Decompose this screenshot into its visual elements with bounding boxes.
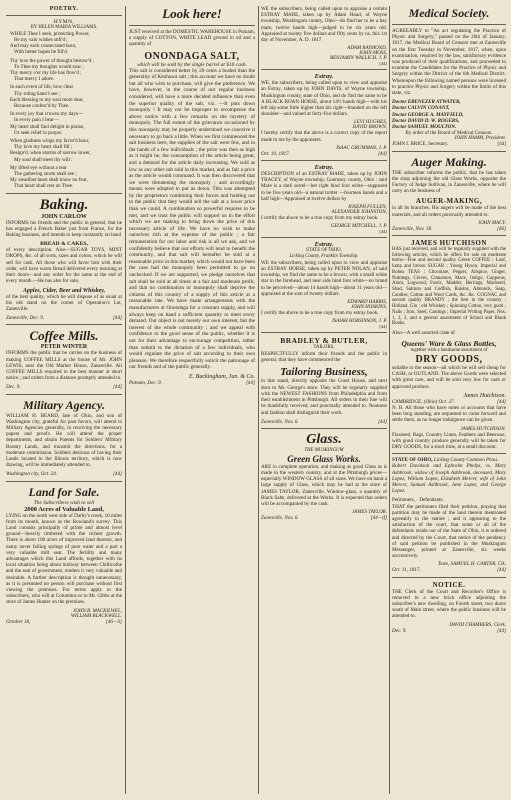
- winter-name: PETER WINTER: [40, 344, 88, 351]
- land-num: [46—3]: [105, 618, 122, 625]
- salt-intro: JUST received at the DOMESTIC WAREHOUSE in Putnam, a supply of COTTON, WHITE LEAD ground in oil and a quantity of: [129, 29, 255, 48]
- estray-2-sign-1: JOSEPH FULLEN,: [347, 205, 387, 211]
- hymn-line: In every joy that crowns my days—: [10, 111, 83, 118]
- notice1-sign-1: ADAM RAYMOND,: [347, 46, 387, 52]
- carlow-text: INFORMS his friends and the public in general, that he has engaged a French Baker just from France, for the Baking business, and intends to keep constantly on hand: [6, 219, 122, 239]
- estray-3-county: Licking County, Franklin Township.: [289, 254, 359, 260]
- dry-goods-heading: DRY GOODS,: [415, 353, 483, 365]
- medical-sign-2: JOHN I. BRICE, Secretary.: [392, 141, 449, 148]
- nb-sign: JAMES HUTCHISON.: [460, 426, 506, 432]
- auger-text: THE subscriber informs the public, that he has taken the shop adjoining the old Glass Works, opposite the Factory of Judge Sullivan, in Zanesville, where he will carry on the business of: [392, 169, 506, 195]
- estray-mare-text: WE the subscribers, being called upon to appraise a certain ESTRAY MARE, taken up by Adam Hoad, of Wayne township, Muskingum county, Ohio—do find her to be a bay mare, twelve hands high—judged to be six years old. Appraised at twenty five dollars and fifty cents by us, this 1st day of November, A. D. 1817.: [261, 6, 387, 44]
- estray-3-state: STATE OF OHIO,: [306, 248, 342, 254]
- estray-3-text: WE the subscribers, being called upon to view and appraise an ESTRAY HORSE, taken up by PETER NOLAN, of said township, we find the same to be a brown, with a small white star in the forehead, and near side hind foot white—no brand to be perceived—about 14 hands high—about 11 years old—appraised at the sum of twenty dollars.: [261, 259, 387, 297]
- glass-sub: THE MUSKINGUM: [304, 447, 344, 453]
- carlow-num: [44]: [112, 315, 122, 322]
- notice-date: Dec. 9.: [392, 627, 407, 634]
- hymn-line: When gladness wings my favor'd hour,: [10, 138, 90, 145]
- hymn-line: WHILE Thee I seek, protecting Power,: [10, 30, 90, 37]
- land-sign-1: JOHN B. MACKILWEL,: [73, 608, 122, 614]
- tailor-sub: TAILORS,: [313, 345, 335, 351]
- auger-date: Zanesville, Nov. 18.: [392, 225, 433, 232]
- dry-goods-sign: James Hutchison.: [463, 392, 506, 399]
- hymn-line: That mercy I adore.: [14, 76, 55, 83]
- estray-3-heading: Estray.: [314, 241, 334, 249]
- salt-text: This salt is considered better by 20 cents a bushel than the generality of Kenhawa salt ; this account we have no doubt but all who wish to purchase, will give the preference. We have, however, in the course of our regular business considered, will have a more decided influence than even the superior quality of the salt, viz. —It puts down monopoly ! It may not be improper to recompense the above notice with a few remarks on the mystery of monopoly. The full extent of the grievance occasioned by this monopoly may be properly understood we conceive it necessary to go back a little. When we first commenced the salt business here, the supplies of the salt were few, and in the hands of a few individuals ; the price was then as high as it might be, the consumption of the article being great, and a demand for the article daily increasing. We sold as low as any other salt sold in this market, and as fair a price as the article would command. It was then discovered that we were threatening the monopoly ; and accordingly means were adopted to put us down. This was attempted by the proprietors combining their forces and holding out to the public that they would sell the salt at a lower price than we could. A combination so powerful requires to be met, and we trust the public will support us in the effort which we are making to bring down the price of this necessary article of life. We have no wish to make ourselves rich at the expense of the public ; a fair remuneration for our labor and risk is all we ask, and we confidently believe that our efforts will tend to benefit the community, and that salt will hereafter be sold at a reasonable price in this market, which would not have been the case had the monopoly been permitted to go on unchecked. If we are supported, we pledge ourselves that salt shall be sold at all times at a fair and moderate profit, and that no combination or monopoly shall deprive the citizens of this country of a supply of this article at a reasonable rate. We have made arrangements with the manufacturers at Onondaga for a constant supply, and will always keep on hand a sufficient quantity to meet every demand. Our object is not merely our own interest, but the interest of the whole community ; and we appeal with confidence to the good sense of the public, whether it is not for their advantage to encourage competition, rather than submit to the dictation of a few individuals, who would regulate the price of salt according to their own pleasure. We therefore respectfully solicit the patronage of our friends and of the public generally.: [129, 67, 255, 371]
- notice-text: THE Clerk of the Court and Recorder's Office is removed to a new brick office adjoining the subscriber's new dwelling, on Fourth street, two doors south of Main street, where the public business will be attended to.: [392, 588, 506, 620]
- military-heading: Military Agency.: [23, 397, 105, 412]
- medical-doctor-1: Doctor EBENEZER ATWATER,: [392, 99, 461, 106]
- hymn-verses: [6, 31, 122, 190]
- hymn-author: BY HELEN MARIA WILLIAMS.: [30, 25, 98, 30]
- hymn-line: Thy love my heart shall fill ;: [14, 144, 73, 151]
- column-1: [6, 6, 122, 794]
- estray-1-num: [44]: [377, 150, 387, 157]
- auger-sign: JOHN MACY.: [477, 220, 506, 226]
- nb-text: N. B. All those who have notes or accounts that have been long standing, are requested to come forward and settle them, as no longer indulgence can be given.: [392, 404, 506, 424]
- notice1-sign-2: JOHN MOSS,: [358, 51, 387, 57]
- hymn-line: Because conferr'd by Thee.: [14, 103, 70, 110]
- court-date: Oct. 11, 1817.: [392, 567, 421, 574]
- salt-num: [44]: [245, 379, 255, 386]
- carlow-text-3: of the best quality, which he will dispose of as usual at his old stand on the corner of Operation's Lot, Zanesville.: [6, 293, 122, 312]
- medical-heading: Medical Society.: [408, 6, 490, 20]
- court-role-2: Defendants.: [419, 497, 444, 504]
- column-rule: [125, 6, 126, 794]
- estray-2-text-2: I certify the above to be a true copy from my estray book.: [261, 215, 379, 222]
- hymn-line: My heart shall find delight in praise,: [10, 123, 85, 130]
- land-sub: The Subscribers wish to sell: [33, 499, 95, 506]
- auger-making: AUGER-MAKING,: [415, 197, 483, 206]
- land-sign-2: WILLIAM BLACKWELL.: [70, 613, 122, 619]
- military-date: Washington city, Oct. 24.: [6, 471, 58, 478]
- hymn-line: Each blessing to my soul more dear,: [10, 96, 84, 103]
- hymn-line: That heart shall rest on Thee.: [14, 183, 74, 190]
- notice-heading: NOTICE.: [432, 580, 466, 589]
- auger-text-2: in all its branches. His augers will be made of the best materials, and all orders punctually attended to.: [392, 205, 506, 218]
- land-text: LYING on the north west side of Darby's creek, 10 miles from its mouth, known as the Rowland's survey. This Land consists principally of prime and almost level ground—heavily timbered with the richest growth. There is about 100 acres of improved land thereon, and many never failing springs of pure water and a part a very valuable mill seat. The fertility and many advantages which this Land affords, together with its local situation being about midway between Chillicothe and the seat of government, renders it very valuable and desirable. A further description is thought unnecessary, as it is presumed no person will purchase without first viewing the premises. For terms apply to the subscribers, who will at Columbus or to Mr. Gibbs at the store of James Hunter on the premises.: [6, 512, 122, 606]
- hutchison-heading: JAMES HUTCHISON: [411, 239, 487, 248]
- medical-text: AGREEABLY to "An act regulating the Practice of Physic and Surgery," passed on the 26th of January, 1817, the Medical Board of Censors met at Zanesville on the first Tuesday in November, 1817, when, upon examination, required by the law, satisfactory evidence was produced of their qualifications, and proceeded to examine the Candidates for the Practice of Physic and Surgery within the District of the 6th Medical District. Whereupon the following named persons were licensed to practice Physic and Surgery within the limits of this state, viz.: [392, 28, 506, 97]
- medical-doctor-4: Doctor DAVID D. W. ROGERS,: [392, 117, 460, 124]
- hymn-line: Be my vain wishes still'd ;: [14, 37, 68, 43]
- estray-2-heading: Estray.: [314, 164, 334, 172]
- hymn-line: The gathering storm shall see ;: [14, 171, 77, 178]
- carlow-name: JOHN CARLOW: [41, 213, 87, 220]
- hymn-line: Thy ruling hand I see ;: [14, 90, 61, 97]
- winter-date: Dec. 9.: [6, 384, 21, 391]
- tailor-text-2: in that stand, directly opposite the Court House, and next door to Mr. George's store. They will be regularly supplied with the NEWEST FASHIONS from Philadelphia and from their establishment in Pittsburgh. All orders in their line will be thankfully received, and punctually attended to. Neatness and fashion shall distinguish their work.: [261, 378, 387, 416]
- salt-heading: ONONDAGA SALT,: [144, 50, 240, 62]
- hymn-line: Or seek relief in prayer.: [14, 129, 63, 136]
- medical-sign: JOHN HAMM, President.: [454, 136, 506, 142]
- column-3: [261, 6, 387, 794]
- hymn-line: In every pain I bear—: [14, 117, 59, 124]
- glass-works: Green Glass Works.: [287, 453, 361, 464]
- medical-num: [44]: [497, 141, 506, 148]
- hymn-line: In each event of life, how clear: [10, 84, 74, 91]
- queens-text: together with a handsome assortment of: [410, 348, 488, 354]
- look-here-heading: Look here!: [162, 6, 222, 21]
- estray-3-sign-3: ISAIAH HOBSINSON, J. P.: [332, 319, 387, 325]
- court-num: [44]: [496, 567, 506, 574]
- carlow-text-2: of every description. Also—SUGAR TOYS, MINT DROPS, &c. of all sorts, sizes and colors, which he will sell for cash. All those who will favor him with their order, will have warm Bread delivered every morning at their doors—and any order for the same at the end of every month.—He has also for sale,: [6, 247, 122, 285]
- tailor-date: Zanesville, Nov. 6.: [261, 418, 299, 425]
- estray-1-text: WE, the subscribers, being called upon to view and appraise an Estray, taken up by JOHN DAVIS, of Wayne township, Muskingum county, state of Ohio, and do find the same to be A BLACK ROAN HORSE, about 14½ hands high—with his left hip some little higher than his right—branded on the left shoulder—and valued at forty-five dollars.: [261, 80, 387, 118]
- court-state: STATE OF OHIO,: [392, 457, 433, 464]
- medical-doctor-2: Doctor CALVIN CONANT,: [392, 105, 450, 112]
- estray-1-date: Oct. 10, 1817.: [261, 150, 291, 157]
- tailor-text-1: RESPECTFULLY inform their friends and the public in general, that they have commenced the: [261, 351, 387, 364]
- dry-goods-text: suitable to the season—all which he will sell cheap for CASH, or OUTLAND. The above Goods were selected with great care, and will be sold very low for cash or approved produce.: [392, 364, 506, 390]
- column-rule: [258, 6, 259, 794]
- column-rule: [389, 6, 390, 794]
- bread-heading: BREAD & CAKES,: [40, 241, 88, 248]
- hymn-line: My steadfast heart shall know no fear,: [10, 177, 88, 184]
- court-text: THAT the petitioners filed their petition, praying that partition may be made of the land therein mentioned agreeably to the statute ; and it appearing to the satisfaction of the court, that some or all of the defendants reside out of the State of Ohio, it is ordered and directed by the Court, that notice of the pendency of said petition be published in the Muskingum Messenger, printed at Zanesville, six weeks successively.: [392, 503, 506, 560]
- hutchison-text-2: Also—A well assorted crate of: [392, 329, 455, 336]
- medical-order: By order of the Board of Medical Censors.: [405, 130, 493, 137]
- nb-text-2: Flaxseed, Rags, Country Linen, Feathers and Beeswax, with good country produce generally will be taken for DRY GOODS, for a short time, at a small discount.: [392, 431, 506, 450]
- court-role-1: Petitioners,: [392, 497, 416, 504]
- dry-goods-date: CAMBRIDGE, (Ohio) Oct. 27.: [392, 398, 455, 405]
- court-parties: Robert Davidson and Ephraim Phelps, vs. Mary Ashbrook, widow of Joseph Ashbrook, deceased, Mary Lopez, William Lopez, Elizabeth Mercer, wife of John Mercer, Samuel Ashbrook, Jane Lopez, and George Lopez.: [392, 463, 506, 495]
- tailor-business: Tailoring Business,: [280, 366, 368, 379]
- military-text: WILLIAM H. BEARD, late of Ohio, and son of Washington city, grateful for past favors, will attend to Military Agencies generally, in receiving the necessary papers and proofs. He will attend the proper departments, and obtain Patents for Soldiers' Military Bounty Lands, and transmit the directions, for a moderate commission. Soldiers desirous of having their Lands located in the Illinois territory, which is now drawing, will be immediately attended to.: [6, 412, 122, 469]
- carlow-date: Zanesville, Dec. 9.: [6, 315, 45, 322]
- estray-1-text-2: I hereby certify that the above is a correct copy of the report made to me by the appraisers.: [261, 130, 387, 143]
- estray-1-sign-3: ISAAC GRUMMAN, J. P.: [336, 145, 387, 151]
- notice-num: [44]: [496, 627, 506, 634]
- tailor-num: [44]: [377, 418, 387, 425]
- estray-3-num: [44]: [379, 324, 387, 330]
- estray-2-num: [44]: [379, 229, 387, 235]
- medical-doctor-3: Doctor GEORGE A. MAYFIELD,: [392, 111, 464, 118]
- glass-date: Zanesville, Nov. 6.: [261, 515, 299, 522]
- estray-2-text: DESCRIPTION of an ESTRAY MARE, taken up by JOHN TRACEY, of Wayne township, Guernsey county, Ohio : said Mare is a dark sorrel—her right hind foot white—supposed to be five years old—a natural trotter —fourteen hands and a half high—Appraised at twelve dollars by: [261, 171, 387, 202]
- estray-3-sign-2: JOHN HOSKINS,: [351, 305, 387, 311]
- winter-num: [44]: [112, 384, 122, 391]
- estray-1-heading: Estray.: [314, 73, 334, 81]
- hymn-line: Thy love the power of thought bestow'd ;: [10, 57, 94, 64]
- notice1-sign-3: BENJAMIN WALLICH, J. P.: [329, 56, 387, 62]
- notice1-num: [44]: [379, 61, 387, 67]
- poetry-heading: POETRY.: [49, 6, 79, 12]
- glass-sign: JAMES TAYLOR.: [352, 510, 387, 516]
- auger-heading: Auger Making.: [411, 154, 487, 169]
- coffee-heading: Coffee Mills.: [29, 328, 99, 344]
- auger-num: [46]: [496, 225, 506, 232]
- winter-text: INFORMS the public that he carries on the business of making COFFEE MILLS at the house of Mr. JOHN LEWIS, near the Old Market House, Zanesville. All COFFEE MILLS required in the best manner at short notice ; and orders from a distance promptly attended to.: [6, 350, 122, 382]
- hutchison-text: HAS just received, and will be regularly supplied with the following articles, which he offers for sale on moderate terms—Fine and second quality Green COFFEE ; Loaf, lump and brown SUGAR ; Young Hyson, Imperial and Bohea TEAS ; Chocolate, Pepper, Allspice, Ginger, Nutmegs, Cloves, Cinnamon, Mace, Indigo, Copperas, Alum, Logwood, Fustic, Madder, Herrings, Mackerel, Shad, Salmon and Codfish, Raisins, Almonds, Soap, Candles, Cotton and Wool Cards, &c. &c. COGNAC and second quality BRANDY ; the best in the country ; Holland, Gin ; old Whiskey ; Spinning Cotton, very good ; Nails ; Iron, Steel, Castings ; Imperial Writing Paper, Nos. 1, 2, 3, and a general assortment of School and Blank Books.: [392, 247, 506, 327]
- apples-heading: Apples, Cider, Beer and Whiskey,: [22, 287, 106, 294]
- court-county: Licking County Common Pleas.: [433, 457, 499, 464]
- dry-goods-num: [44]: [496, 398, 506, 405]
- column-4: Medical Society. AGREEABLY to "An act regulating the Practice of Physic and Surgery," passed on the 26th of January, 1817, the Medical Board of Censors met at Zanesville on the first Tuesday in November, 1817, when, upon examination, required by the law, satisfactory evidence was produced of their qualifications, and proceeded to examine the Candidates for the Practice of Physic and Surgery within the District of the 6th Medical District. Whereupon the following named persons were licensed to practice Physic and Surgery within the limits of this state, viz. Doctor EBENEZER ATWATER, Doctor CALVIN CONANT, Doctor GEORGE A. MAYFIELD, Doctor DAVID D. W. ROGERS, Doctor SAMUEL MOULTON. By order of the Board of Medical Censors. JOHN HAMM, President. JOHN I. BRICE, Secretary. [44] Auger Making. THE subscriber informs the public, that he has taken the shop adjoining the old Glass Works, opposite the Factory of Judge Sullivan, in Zanesville, where he will carry on the business of AUGER-MAKING, in all its branches. His augers will be made of the best materials, and all orders punctually attended to. JOHN MACY. Zanesville, Nov. 18. [46] JAMES HUTCHISON HAS just received, and will be regularly supplied with the following articles, which he offers for sale on moderate terms—Fine and second quality Green COFFEE ; Loaf, lump and brown SUGAR ; Young Hyson, Imperial and Bohea TEAS ; Chocolate, Pepper, Allspice, Ginger, Nutmegs, Cloves, Cinnamon, Mace, Indigo, Copperas, Alum, Logwood, Fustic, Madder, Herrings, Mackerel, Shad, Salmon and Codfish, Raisins, Almonds, Soap, Candles, Cotton and Wool Cards, &c. &c. COGNAC and second quality BRANDY ; the best in the country ; Holland, Gin ; old Whiskey ; Spinning Cotton, very good ; Nails ; Iron, Steel, Castings ; Imperial Writing Paper, Nos. 1, 2, 3, and a general assortment of School and Blank Books. Also—A well assorted crate of Queens' Ware & Glass Bottles, together with a handsome assortment of DRY GOODS, suitable to the season—all which he will sell cheap for CASH, or OUTLAND. The above Goods were selected with great care, and will be sold very low for cash or approved produce. James Hutchison. CAMBRIDGE, (Ohio) Oct. 27. [44] N. B. All those who have notes or accounts that have been long standing, are requested to come forward and settle them, as no longer indulgence can be given. JAMES HUTCHISON. Flaxseed, Rags, Country Linen, Feathers and Beeswax, with good country produce generally will be taken for DRY GOODS, for a short time, at a small discount. STATE OF OHIO, Licking County Common Pleas. Robert Davidson and Ephraim Phelps, vs. Mary Ashbrook, widow of Joseph Ashbrook, deceased, Mary Lopez, William Lopez, Elizabeth Mercer, wife of John Mercer, Samuel Ashbrook, Jane Lopez, and George Lopez. Petitioners, · Defendants. THAT the petitioners filed their petition, praying that partition may be made of the land therein mentioned agreeably to the statute ; and it appearing to the satisfaction of the court, that some or all of the defendants reside out of the State of Ohio, it is ordered and directed by the Court, that notice of the pendency of said petition be published in the Muskingum Messenger, printed at Zanesville, six weeks successively. Teste, SAMUEL H. CARTER, Clk. Oct. 11, 1817. [44] NOTICE. THE Clerk of the Court and Recorder's Office is removed to a new brick office adjoining the subscriber's new dwelling, on Fourth street, two doors south of Main street, where the public business will be attended to. DAVID CHAMBERS, Clerk. Dec. 9. [44]: [392, 6, 506, 634]
- land-date: October 18,: [6, 618, 31, 625]
- glass-heading: Glass.: [306, 431, 342, 447]
- baking-heading: Baking.: [39, 196, 89, 213]
- estray-2-sign-3: GEORGE MITCHELL, J. P.: [330, 224, 387, 230]
- land-heading: Land for Sale.: [28, 484, 100, 499]
- tailor-heading: BRADLEY & BUTLER,: [280, 336, 368, 346]
- salt-sign: E. Buckingham, Jun. & Co.: [189, 373, 255, 380]
- hymn-line: To Thee my thoughts would soar ;: [14, 63, 84, 70]
- hymn-title: HYMN,: [53, 19, 75, 25]
- estray-3-text-2: I certify the above to be a true copy from my estray book.: [261, 310, 379, 317]
- estray-2-sign-2: ALEXANDER JOHNSTON,: [331, 210, 387, 216]
- estray-1-sign-2: DAVID BROWN,: [352, 125, 387, 131]
- court-sign: Teste, SAMUEL H. CARTER, Clk.: [437, 562, 506, 568]
- land-acres: 2000 Acres of Valuable Land,: [24, 505, 104, 513]
- salt-date: Putnam, Dec. 9.: [129, 379, 162, 386]
- glass-text: ARE in complete operation, and making as good Glass as is made in the western country, and at the Pittsburgh prices—especially WINDOW GLASS of all sizes. We have on hand a large supply of Glass, which may be had at the store of JAMES TAYLOR, Zanesville. Window-glass, a quantity of Black Salts, delivered at the Works. It is expected that orders will be accompanied by the cash.: [261, 463, 387, 507]
- estray-3-sign-1: EDWARD HARRIS,: [347, 300, 387, 306]
- hymn-line: Resign'd, when storms of sorrow lower,: [10, 150, 91, 157]
- medical-doctor-5: Doctor SAMUEL MOULTON.: [392, 124, 457, 131]
- hymn-line: Thy mercy o'er my life has flow'd ;: [10, 70, 82, 77]
- hymn-line: My lifted eye without a tear: [10, 164, 67, 171]
- estray-1-sign-1: LEVI HUGHES,: [353, 120, 387, 126]
- hymn-line: And may each consecrated hour,: [10, 43, 77, 50]
- hymn-line: My soul shall meet thy will :: [14, 156, 73, 163]
- salt-sub: which will be sold by the single barrel at $10 cash.: [137, 61, 247, 68]
- hymn-line: With better hopes be fill'd.: [14, 49, 69, 56]
- notice-sign: DAVID CHAMBERS, Clerk.: [449, 622, 506, 628]
- glass-num: [44—tf]: [370, 515, 387, 522]
- military-num: [44]: [112, 471, 122, 478]
- queens-ware-heading: Queens' Ware & Glass Bottles,: [401, 339, 497, 349]
- column-2: [129, 6, 255, 794]
